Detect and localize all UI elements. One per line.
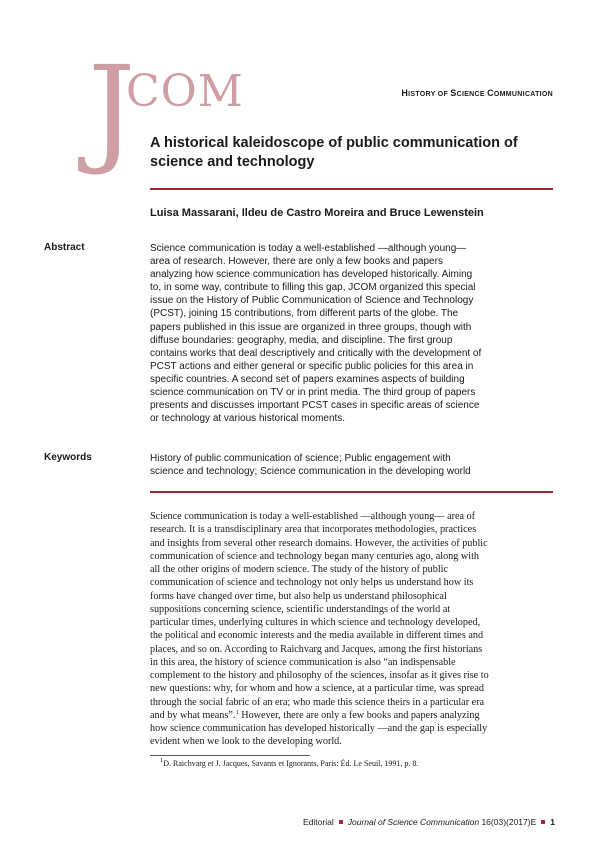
keywords-text: History of public communication of science; Public engagement with science and technology; Science communication in the developing world bbox=[150, 453, 471, 478]
footer-article-type: Editorial bbox=[303, 817, 334, 827]
title-divider bbox=[150, 188, 553, 190]
article-authors: Luisa Massarani, Ildeu de Castro Moreira and Bruce Lewenstein bbox=[150, 207, 484, 219]
keywords-divider bbox=[150, 491, 553, 493]
footnote-text: D. Raichvarg et J. Jacques, Savants et Ignorants, Paris: Éd. Le Seuil, 1991, p. 8. bbox=[163, 759, 419, 768]
abstract-text: Science communication is today a well-established —although young— area of research. However, there are only a few books and papers analyzing how science communication has developed historically. Aiming to, in some way, contribute to filling this gap, JCOM organized this special issue on the History of Public Communication of Science and Technology (PCST), joining 15 contributions, from different parts of the globe. The papers published in this issue are organized in three groups, though with diffuse boundaries: geography, media, and discipline. The first group contains works that deal descriptively and critically with the development of PCST actions and either general or specific public policies for this area in specific countries. A second set of papers examines aspects of building science communication on TV or in print media. The third group of papers presents and discusses important PCST cases in specific areas of science or technology at various historical moments. bbox=[150, 243, 482, 425]
body-paragraph bbox=[150, 510, 560, 749]
footnote-divider bbox=[150, 755, 310, 756]
abstract-label: Abstract bbox=[44, 242, 85, 253]
footer-separator bbox=[541, 820, 545, 824]
body-text-part-2: However, there are only a few books and papers analyzing how science communication has developed historically —and the gap is especially evident when we look to the developing world. bbox=[150, 709, 488, 748]
page-footer bbox=[303, 817, 555, 827]
footnote-reference[interactable]: 1 bbox=[235, 708, 239, 716]
keywords-label: Keywords bbox=[44, 452, 92, 463]
section-label: HISTORY OF SCIENCE COMMUNICATION bbox=[401, 88, 553, 98]
logo-text-com: COM bbox=[126, 66, 244, 117]
article-title: A historical kaleidoscope of public communication of science and technology bbox=[150, 135, 518, 170]
logo-letter-j: J bbox=[88, 40, 136, 178]
footer-journal-name: Journal of Science Communication bbox=[347, 817, 480, 827]
page-number: 1 bbox=[550, 817, 555, 827]
footnote bbox=[160, 758, 418, 769]
body-text-part-1: Science communication is today a well-established —although young— area of research. It is a transdisciplinary area that incorporates methodologies, practices and insights from several other research domains. However, the activities of public communication of science and technology began many centuries ago, along with all the other origins of modern science. The study of the history of public communication of science and technology not only helps us understand how its forms have changed over time, but also help us understand philosophical suppositions concerning science, scientific understandings of the world at particular times, underlying cultures in which science and technology developed, the political and economic interests and the media available in different times and places, and so on. According to Raichvarg and Jacques, among the first historians in this area, the history of science communication is also “an indispensable complement to the history and philosophy of the sciences, insofar as it gives rise to new questions: why, for whom and how a science, at a particular time, was spread through the social fabric of an era; who made this science theirs in a particular era and by what means”. bbox=[150, 511, 489, 721]
footer-separator bbox=[339, 820, 343, 824]
footnote-mark: 1 bbox=[160, 757, 164, 764]
footer-reference: 16(03)(2017)E bbox=[481, 817, 537, 827]
